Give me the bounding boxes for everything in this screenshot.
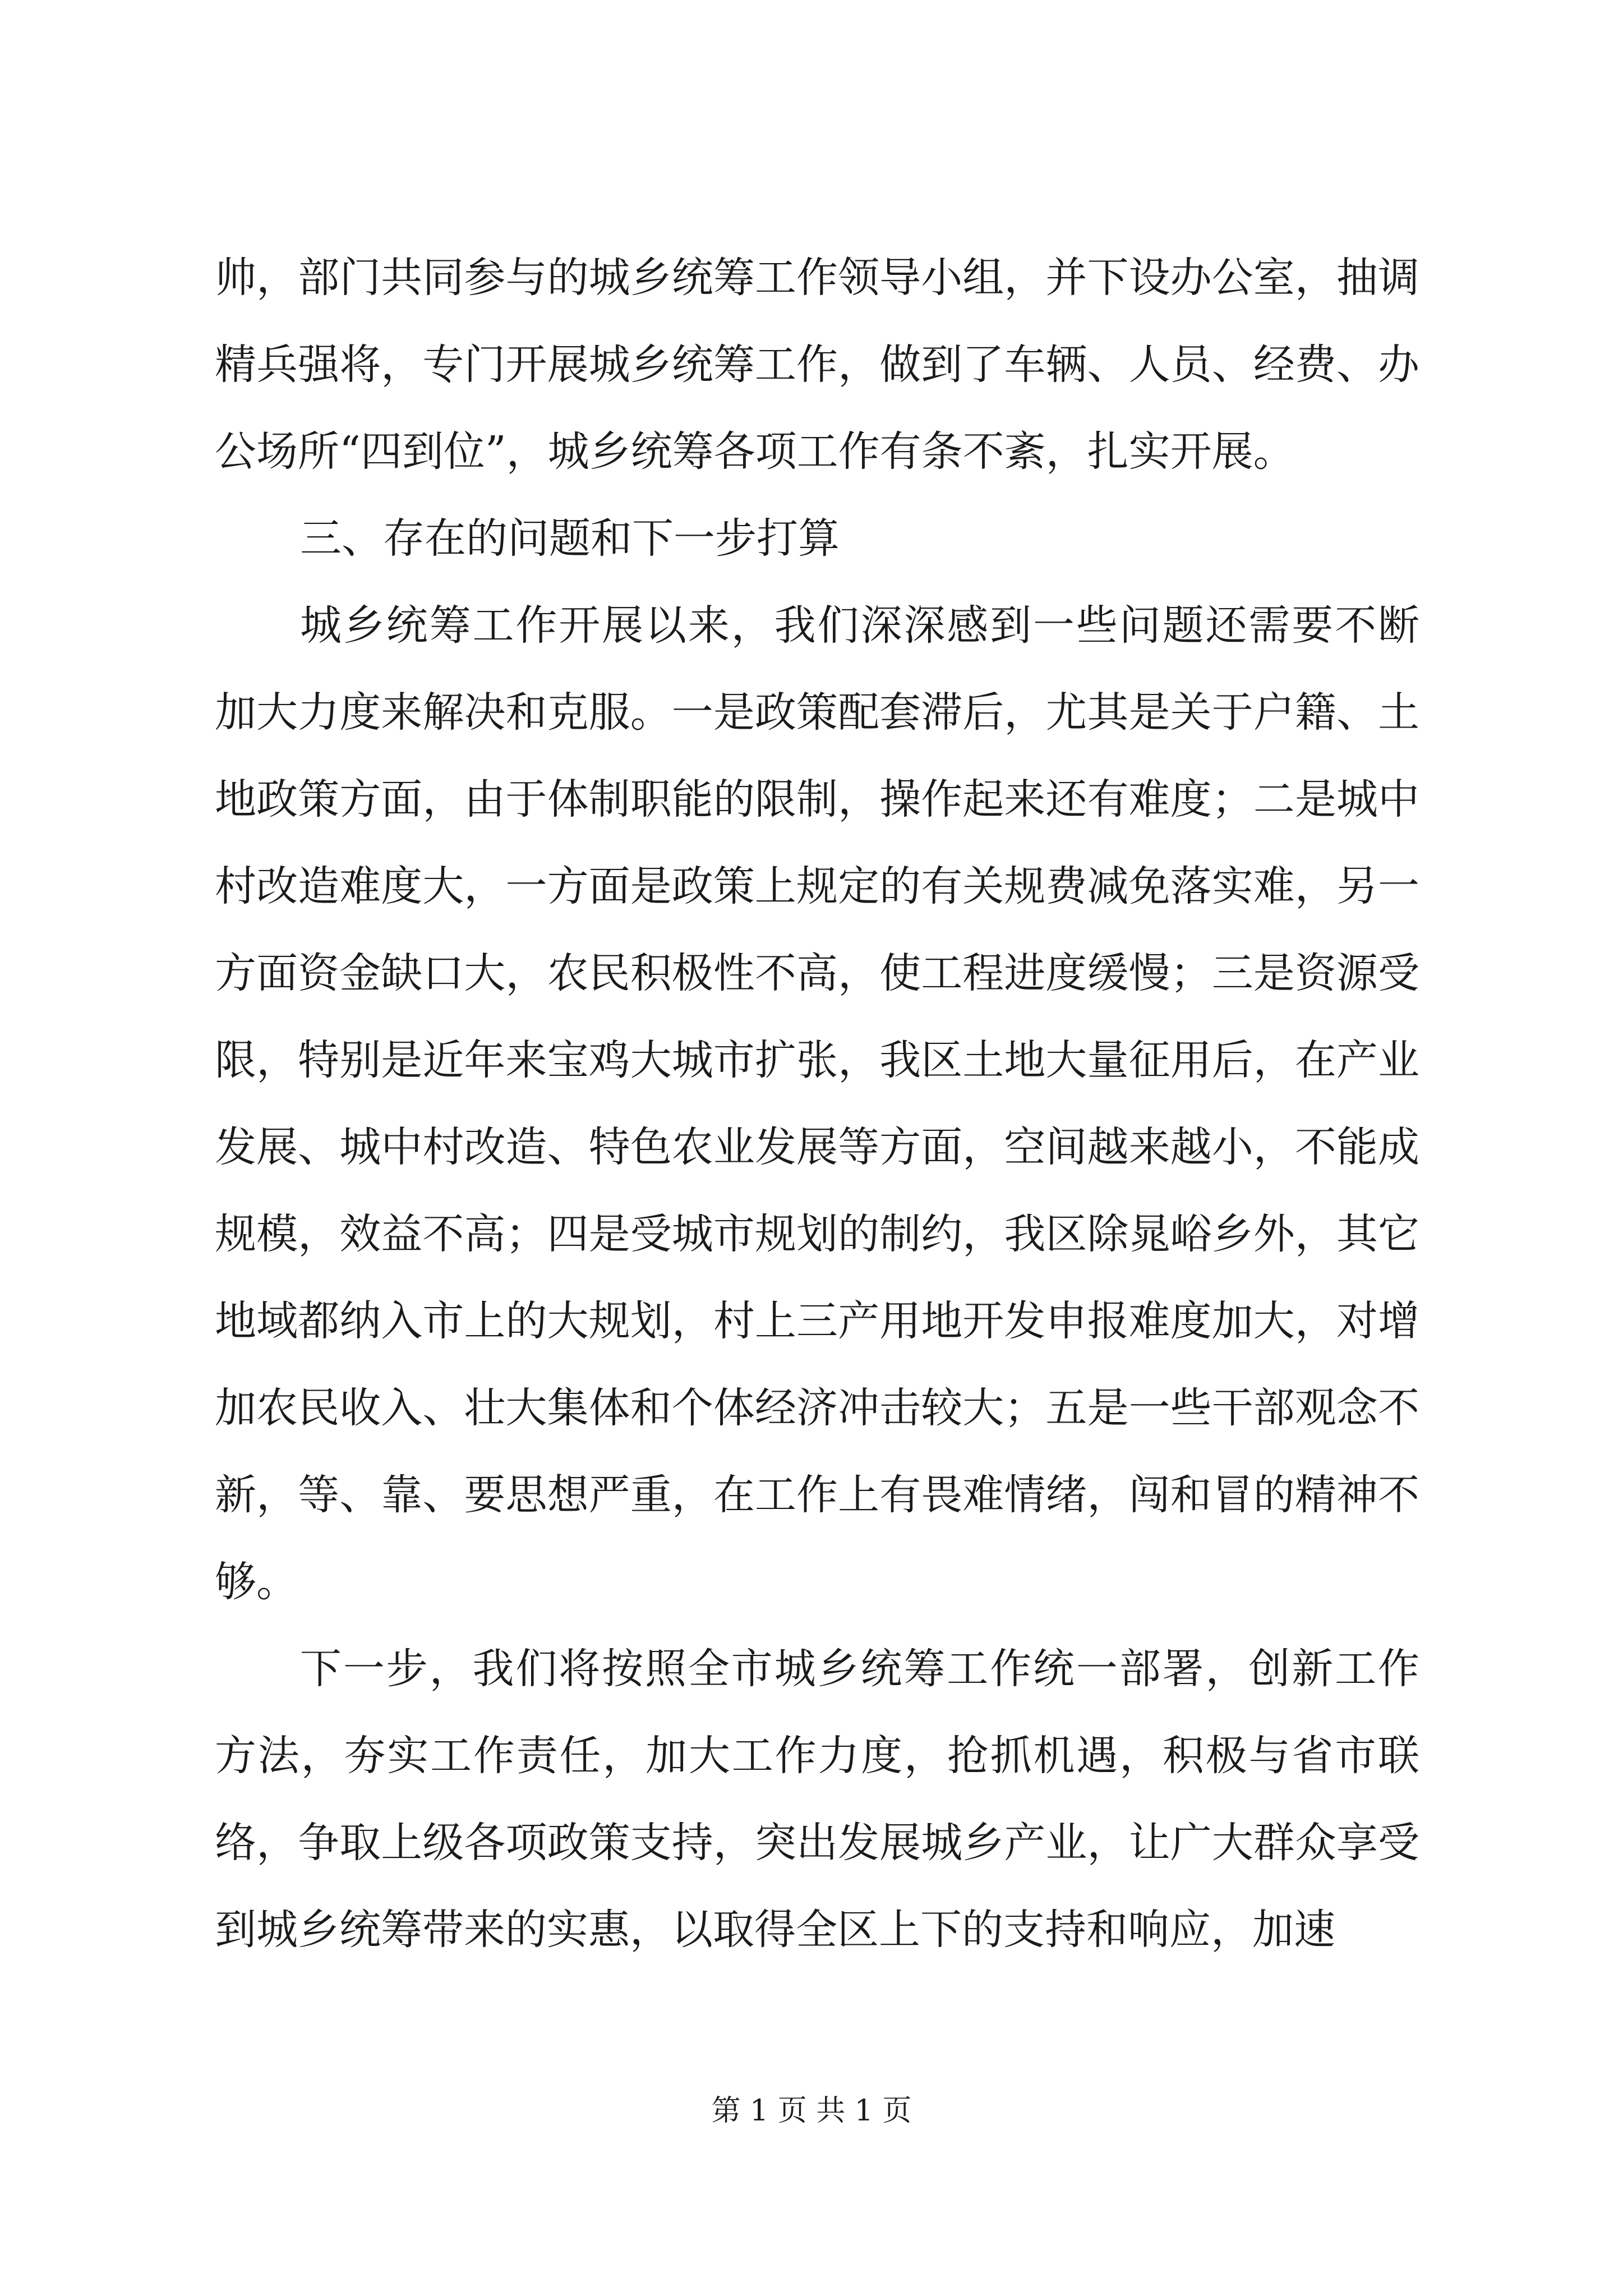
page-footer: 第 1 页 共 1 页 <box>711 2094 912 2128</box>
document-body <box>215 234 1419 1973</box>
section-heading: 三、存在的问题和下一步打算 <box>300 514 840 563</box>
paragraph-next-steps: 下一步，我们将按照全市城乡统筹工作统一部署，创新工作方法，夯实工作责任，加大工作力度，抢抓机遇，积极与省市联络，争取上级各项政策支持，突出发展城乡产业，让广大群众享受到城乡统筹带来的实惠，以取得全区上下的支持和响应，加速 <box>215 1645 1419 1954</box>
paragraph-problems: 城乡统筹工作开展以来，我们深深感到一些问题还需要不断加大力度来解决和克服。一是政策配套滞后，尤其是关于户籍、土地政策方面，由于体制职能的限制，操作起来还有难度；二是城中村改造难度大，一方面是政策上规定的有关规费减免落实难，另一方面资金缺口大，农民积极性不高，使工程进度缓慢；三是资源受限，特别是近年来宝鸡大城市扩张，我区土地大量征用后，在产业发展、城中村改造、特色农业发展等方面，空间越来越小，不能成规模，效益不高；四是受城市规划的制约，我区除晁峪乡外，其它地域都纳入市上的大规划，村上三产用地开发申报难度加大，对增加农民收入、壮大集体和个体经济冲击较大；五是一些干部观念不新，等、靠、要思想严重，在工作上有畏难情绪，闯和冒的精神不够。 <box>215 601 1419 1606</box>
paragraph-continuation: 帅，部门共同参与的城乡统筹工作领导小组，并下设办公室，抽调精兵强将，专门开展城乡统筹工作，做到了车辆、人员、经费、办公场所“四到位”，城乡统筹各项工作有条不紊，扎实开展。 <box>215 254 1419 476</box>
